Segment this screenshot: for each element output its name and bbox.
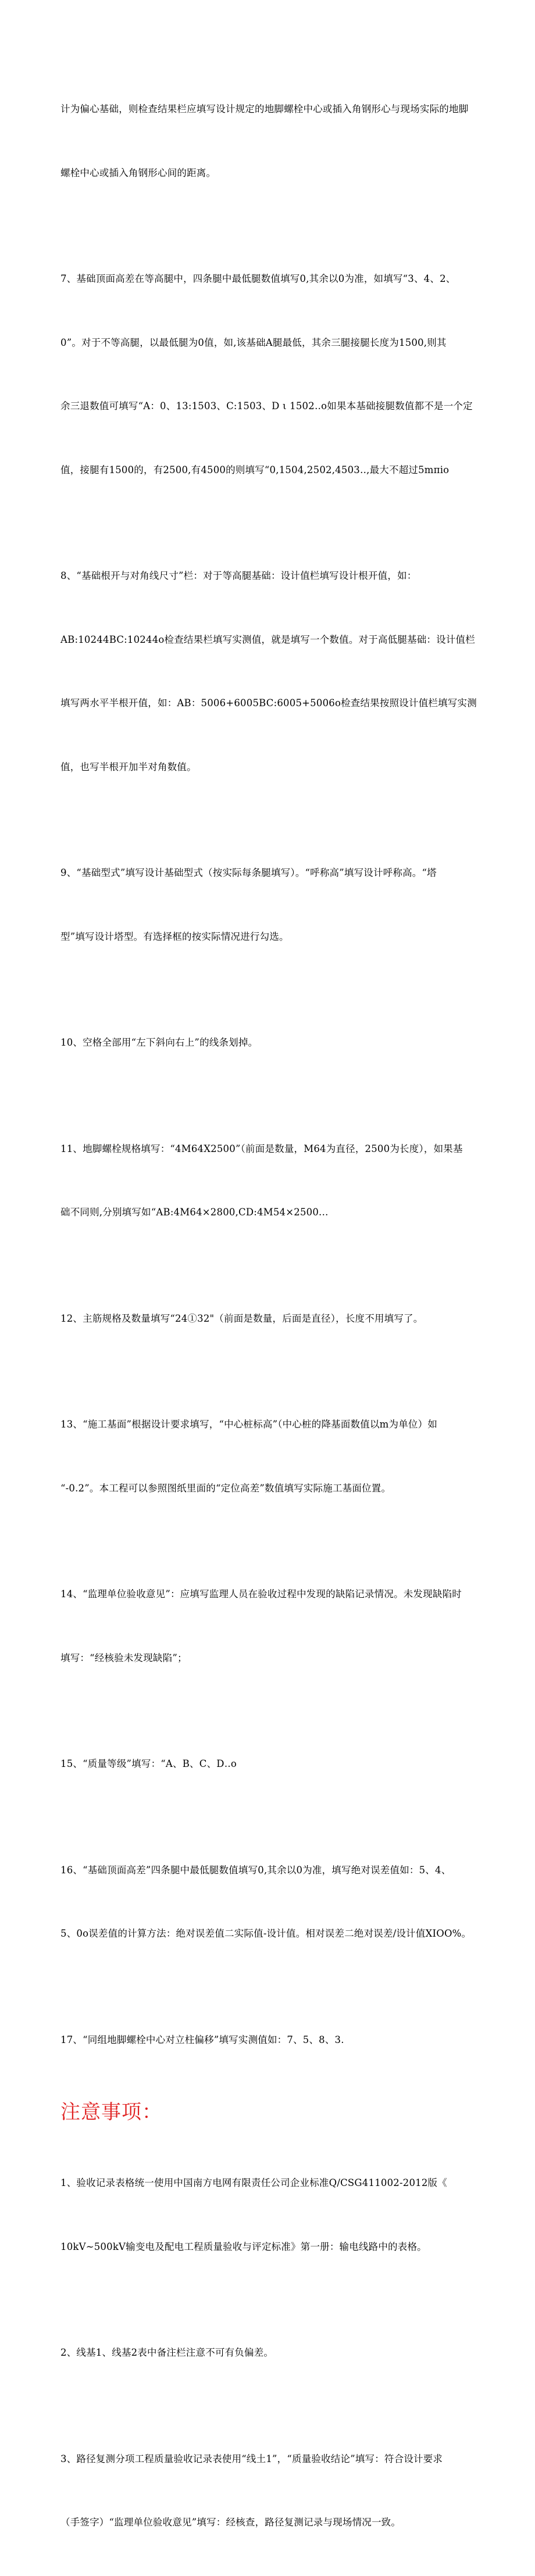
text-line: 1、验收记录表格统一使用中国南方电网有限责任公司企业标准Q/CSG411002-2012版《 <box>60 2177 447 2188</box>
text-line: 13、“施工基面”根据设计要求填写，“中心桩标高”（中心桩的降基面数值以m为单位）如 <box>60 1419 438 1430</box>
text-line: 计为偏心基础，则检查结果栏应填写设计规定的地脚螺栓中心或插入角钢形心与现场实际的地脚 <box>60 103 469 115</box>
paragraph-11 <box>60 1096 479 1266</box>
notice-heading: 注意事项： <box>60 2101 162 2124</box>
text-line: 11、地脚螺栓规格填写：“4M64X2500”（前面是数量，M64为直径，2500为长度），如果基 <box>60 1143 463 1154</box>
text-line: 值，接腿有1500的，有2500,有4500的则填写“0,1504,2502,4503‥,最大不超过5mπio <box>60 464 450 475</box>
paragraph-15 <box>60 1711 479 1817</box>
notice-1 <box>60 2130 479 2300</box>
paragraph-12 <box>60 1266 479 1372</box>
text-line: 5、0o误差值的计算方法：绝对误差值二实际值-设计值。相对误差二绝对误差/设计值XIOO%。 <box>60 1928 472 1939</box>
text-line: 填写：“经核验未发现缺陷”； <box>60 1652 187 1663</box>
document-page <box>60 56 479 2576</box>
text-line: （手签字）“监理单位验收意见”填写：经核查，路径复测记录与现场情况一致。 <box>60 2517 401 2528</box>
text-line: 0”。对于不等高腿，以最低腿为0值，如,该基础A腿最低，其余三腿接腿长度为1500,则其 <box>60 337 447 348</box>
text-line: 15、“质量等级”填写：“A、B、C、D‥o <box>60 1758 237 1769</box>
text-line: 螺栓中心或插入角钢形心间的距离。 <box>60 167 216 178</box>
paragraph-14 <box>60 1541 479 1711</box>
paragraph-8 <box>60 523 479 820</box>
paragraph-10 <box>60 990 479 1096</box>
paragraph-9 <box>60 820 479 990</box>
text-line: 3、路径复测分项工程质量验收记录表使用“线土1”，“质量验收结论”填写：符合设计要求 <box>60 2453 443 2464</box>
text-line: 9、“基础型式”填写设计基础型式（按实际每条腿填写）。“呼称高”填写设计呼称高。“塔 <box>60 867 437 878</box>
text-line: “-0.2”。本工程可以参照图纸里面的“定位高差”数值填写实际施工基面位置。 <box>60 1482 391 1494</box>
text-line: 填写两水平半根开值，如：AB：5006+6005BC:6005+5006o检查结果按照设计值栏填写实测 <box>60 697 477 709</box>
paragraph-13 <box>60 1372 479 1541</box>
paragraph-7 <box>60 226 479 523</box>
text-line: 10、空格全部用“左下斜向右上”的线条划掉。 <box>60 1037 258 1048</box>
text-line: 础不同则,分别填写如“AB:4M64×2800,CD:4M54×2500.‥ <box>60 1207 329 1218</box>
text-line: 余三退数值可填写“A：0、13:1503、C:1503、D ι 1502‥o如果本基础接腿数值都不是一个定 <box>60 400 473 412</box>
text-line: 型”填写设计塔型。有选择框的按实际情况进行勾选。 <box>60 931 289 942</box>
text-line: 16、“基础顶面高差”四条腿中最低腿数值填写0,其余以0为准，填写绝对误差值如：5、4、 <box>60 1864 451 1876</box>
text-line: 值，也写半根开加半对角数值。 <box>60 761 197 772</box>
paragraph-16 <box>60 1817 479 1987</box>
text-line: 10kV~500kV输变电及配电工程质量验收与评定标准》第一册：输电线路中的表格。 <box>60 2241 427 2252</box>
text-line: 2、线基1、线基2表中备注栏注意不可有负偏差。 <box>60 2347 274 2358</box>
notice-2 <box>60 2300 479 2406</box>
notice-3 <box>60 2406 479 2576</box>
paragraph-17 <box>60 1987 479 2094</box>
text-line: 14、“监理单位验收意见”：应填写监理人员在验收过程中发现的缺陷记录情况。未发现缺陷时 <box>60 1588 462 1600</box>
text-line: 12、主筋规格及数量填写“24①32"（前面是数量，后面是直径），长度不用填写了。 <box>60 1312 423 1324</box>
text-line: 8、“基础根开与对角线尺寸”栏：对于等高腿基础：设计值栏填写设计根开值，如： <box>60 570 417 581</box>
text-line: 7、基础顶面高差在等高腿中，四条腿中最低腿数值填写0,其余以0为准，如填写“3、4、2、 <box>60 273 456 284</box>
text-line: AB:10244BC:10244o检查结果栏填写实测值，就是填写一个数值。对于高低腿基础：设计值栏 <box>60 634 475 645</box>
text-line: 17、“同组地脚螺栓中心对立柱偏移”填写实测值如：7、5、8、3. <box>60 2034 344 2045</box>
paragraph-6-continued <box>60 56 479 226</box>
